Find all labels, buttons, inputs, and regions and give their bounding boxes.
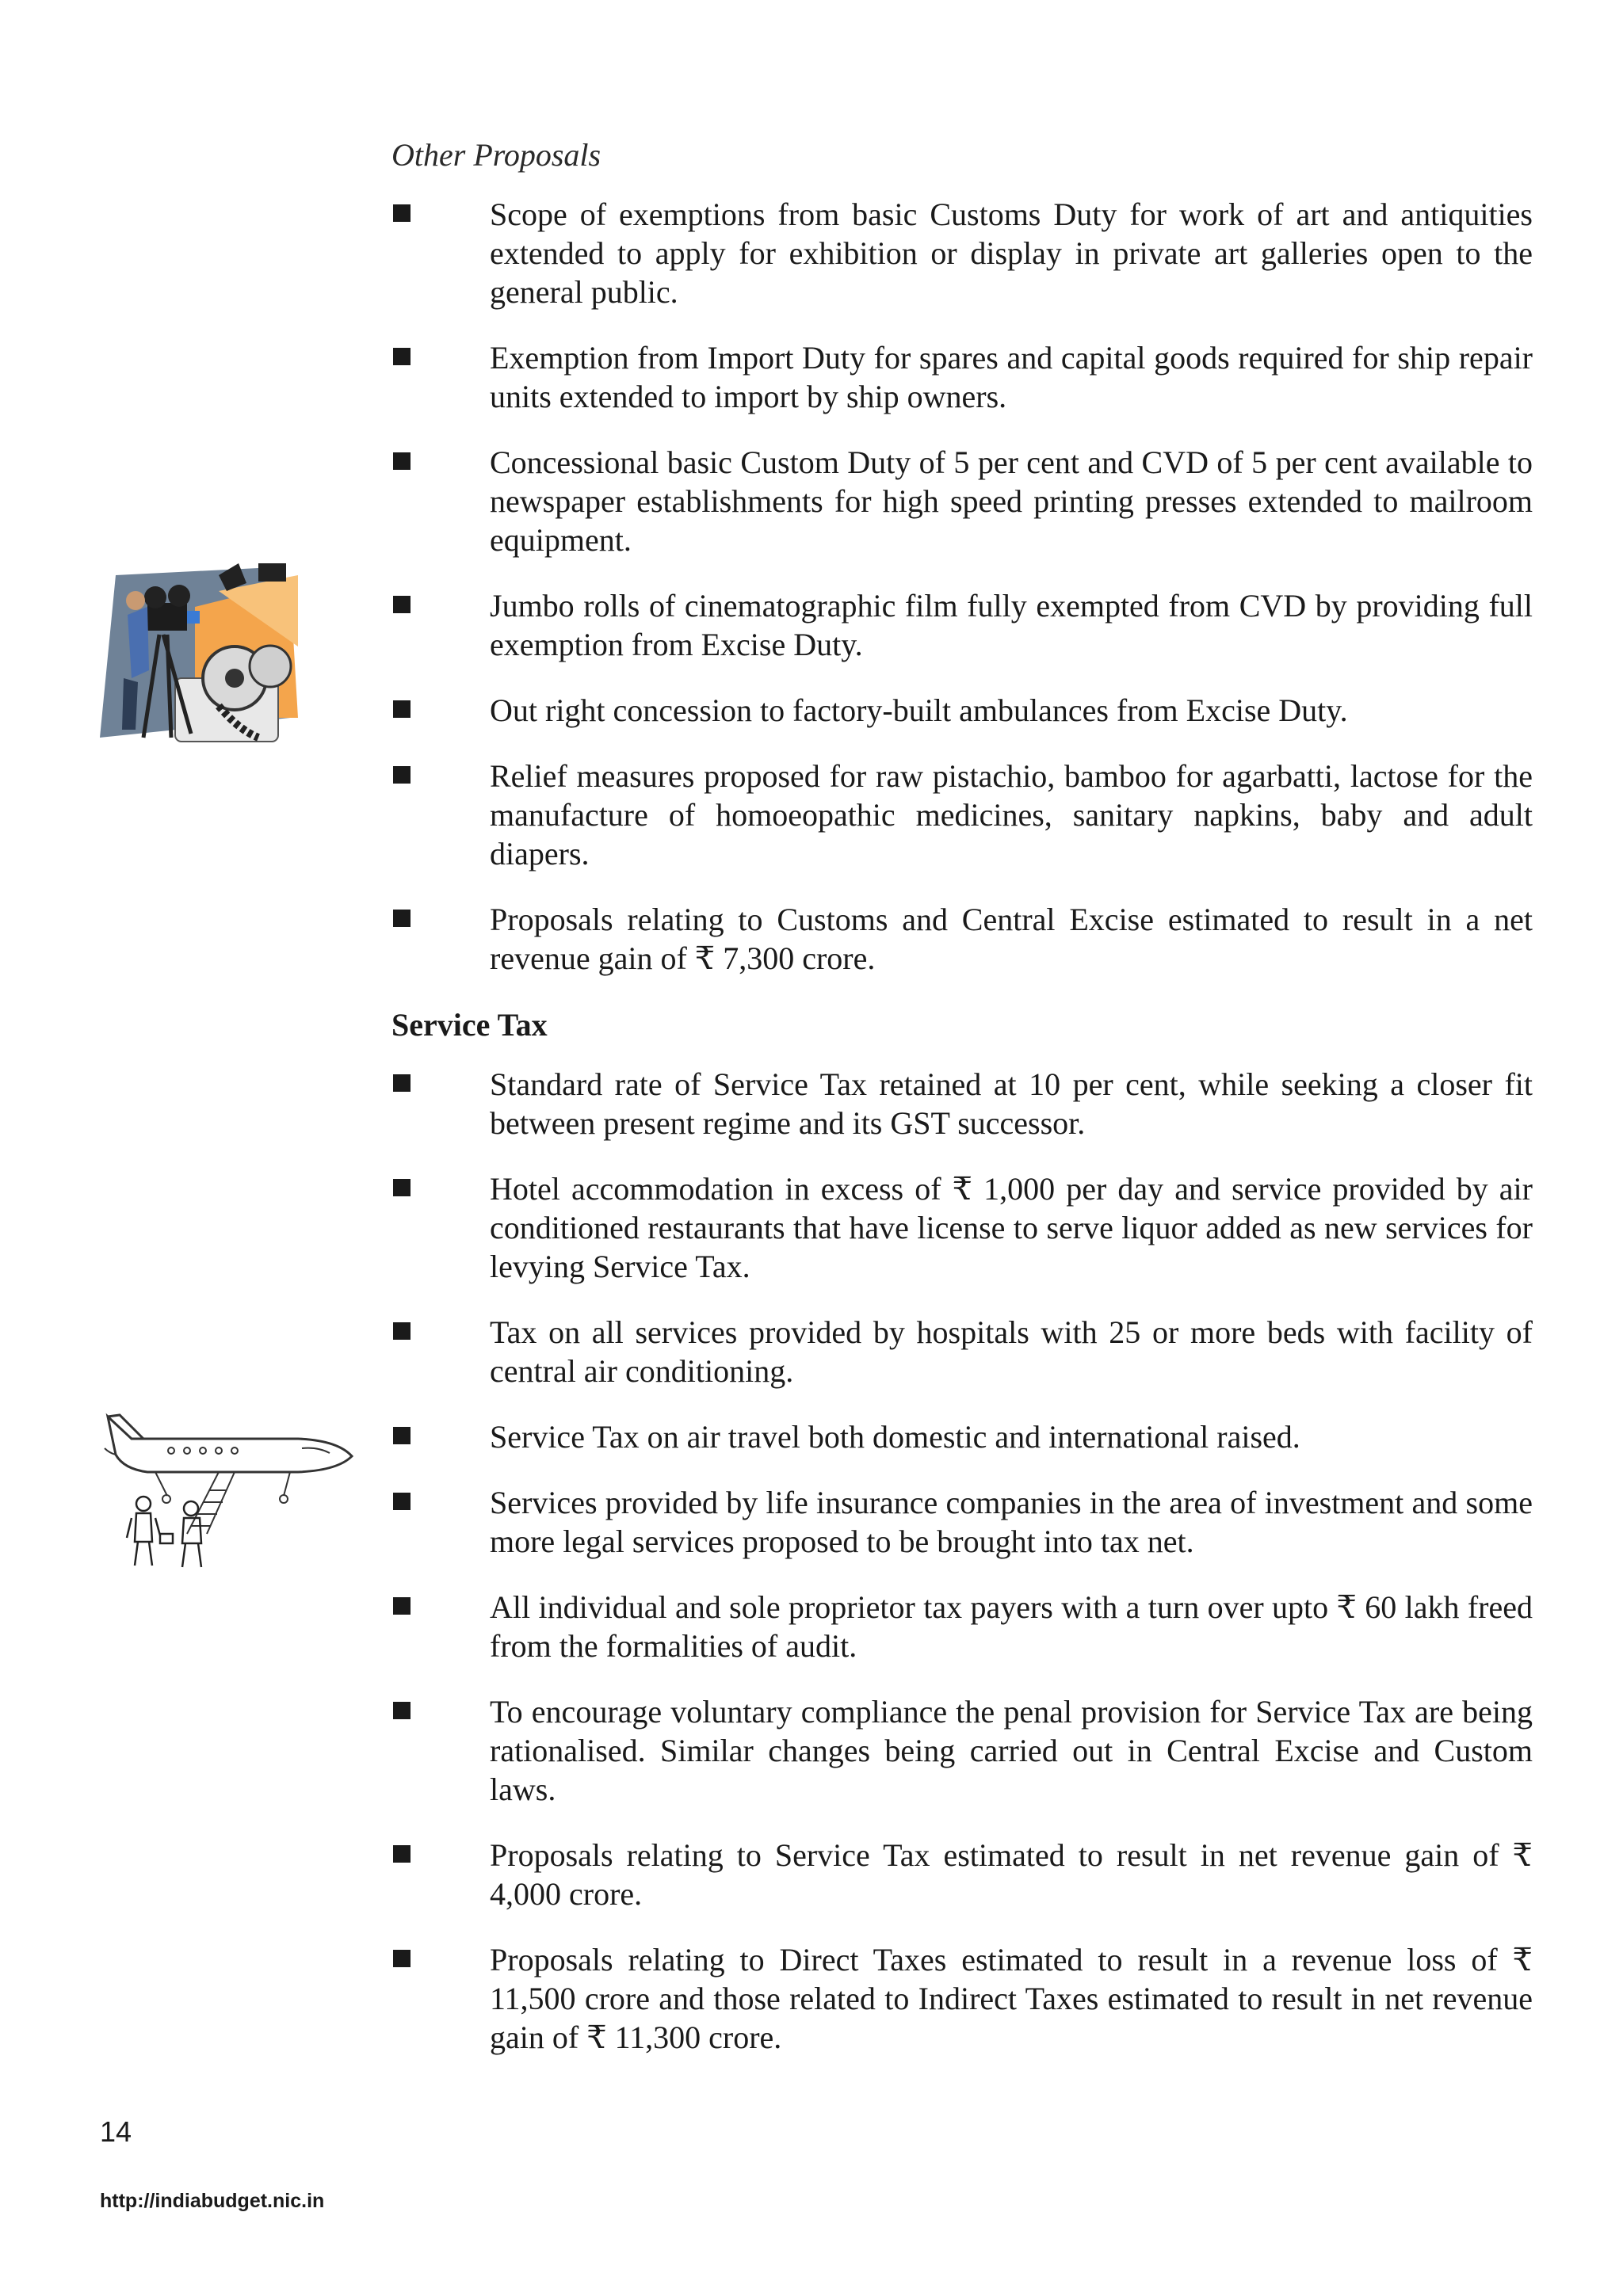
list-item-text: Service Tax on air travel both domestic and international raised. [490,1419,1300,1455]
main-content [391,135,1533,2084]
list-item-text: Hotel accommodation in excess of ₹ 1,000 per day and service provided by air conditioned restaurants that have license to serve liquor added as new services for levying Service Tax. [490,1171,1533,1284]
section-heading-service-tax: Service Tax [391,1007,548,1043]
bullet-square-icon [393,766,411,784]
bullet-square-icon [393,910,411,927]
bullet-square-icon [393,1493,411,1510]
bullet-square-icon [393,1179,411,1196]
bullet-square-icon [393,452,411,470]
list-item-text: Standard rate of Service Tax retained at 10 per cent, while seeking a closer fit between present regime and its GST successor. [490,1066,1533,1141]
list-item [391,691,1533,730]
airplane-boarding-clipart-icon [100,1407,355,1570]
page-number: 14 [100,2115,132,2148]
list-item [391,443,1533,559]
bullet-square-icon [393,1427,411,1444]
bullet-square-icon [393,1950,411,1967]
list-item-text: Exemption from Import Duty for spares and capital goods required for ship repair units extended to import by ship owners. [490,340,1533,414]
list-item [391,1313,1533,1390]
bullet-square-icon [393,596,411,613]
list-item-text: Tax on all services provided by hospitals with 25 or more beds with facility of central air conditioning. [490,1314,1533,1389]
list-item [391,1836,1533,1913]
list-item [391,195,1533,311]
bullet-square-icon [393,1074,411,1092]
footer-url: http://indiabudget.nic.in [100,2190,325,2212]
list-item [391,1483,1533,1561]
list-item-text: Proposals relating to Service Tax estimated to result in net revenue gain of ₹ 4,000 crore. [490,1837,1533,1912]
list-item-text: Jumbo rolls of cinematographic film fully exempted from CVD by providing full exemption from Excise Duty. [490,588,1533,662]
section-heading-other-proposals: Other Proposals [391,137,601,173]
bullet-square-icon [393,204,411,222]
list-item [391,1065,1533,1142]
list-item-text: Out right concession to factory-built ambulances from Excise Duty. [490,692,1348,728]
list-item [391,757,1533,873]
list-item-text: All individual and sole proprietor tax payers with a turn over upto ₹ 60 lakh freed from the formalities of audit. [490,1589,1533,1664]
list-item [391,1417,1533,1456]
list-item-text: Services provided by life insurance companies in the area of investment and some more legal services proposed to be brought into tax net. [490,1485,1533,1559]
list-item [391,900,1533,978]
list-item-text: Proposals relating to Direct Taxes estimated to result in a revenue loss of ₹ 11,500 crore and those related to Indirect Taxes estimated to result in net revenue gain of ₹ 11,300 crore. [490,1942,1533,2055]
list-item [391,1692,1533,1809]
list-item [391,338,1533,416]
list-item-text: Scope of exemptions from basic Customs Duty for work of art and antiquities extended to apply for exhibition or display in private art galleries open to the general public. [490,196,1533,310]
service-tax-list [391,1065,1533,2057]
list-item [391,1940,1533,2057]
list-item-text: Proposals relating to Customs and Central Excise estimated to result in a net revenue gain of ₹ 7,300 crore. [490,902,1533,976]
bullet-square-icon [393,348,411,365]
list-item-text: To encourage voluntary compliance the penal provision for Service Tax are being rationalised. Similar changes being carried out in Central Excise and Custom laws. [490,1694,1533,1807]
list-item [391,586,1533,664]
list-item [391,1588,1533,1665]
bullet-square-icon [393,1845,411,1863]
other-proposals-list [391,195,1533,978]
film-camera-clipart-icon [100,559,303,743]
bullet-square-icon [393,1702,411,1719]
list-item-text: Concessional basic Custom Duty of 5 per cent and CVD of 5 per cent available to newspaper establishments for high speed printing presses extended to mailroom equipment. [490,444,1533,558]
bullet-square-icon [393,700,411,718]
bullet-square-icon [393,1322,411,1340]
bullet-square-icon [393,1597,411,1615]
list-item [391,1169,1533,1286]
list-item-text: Relief measures proposed for raw pistachio, bamboo for agarbatti, lactose for the manufacture of homoeopathic medicines, sanitary napkins, baby and adult diapers. [490,758,1533,871]
